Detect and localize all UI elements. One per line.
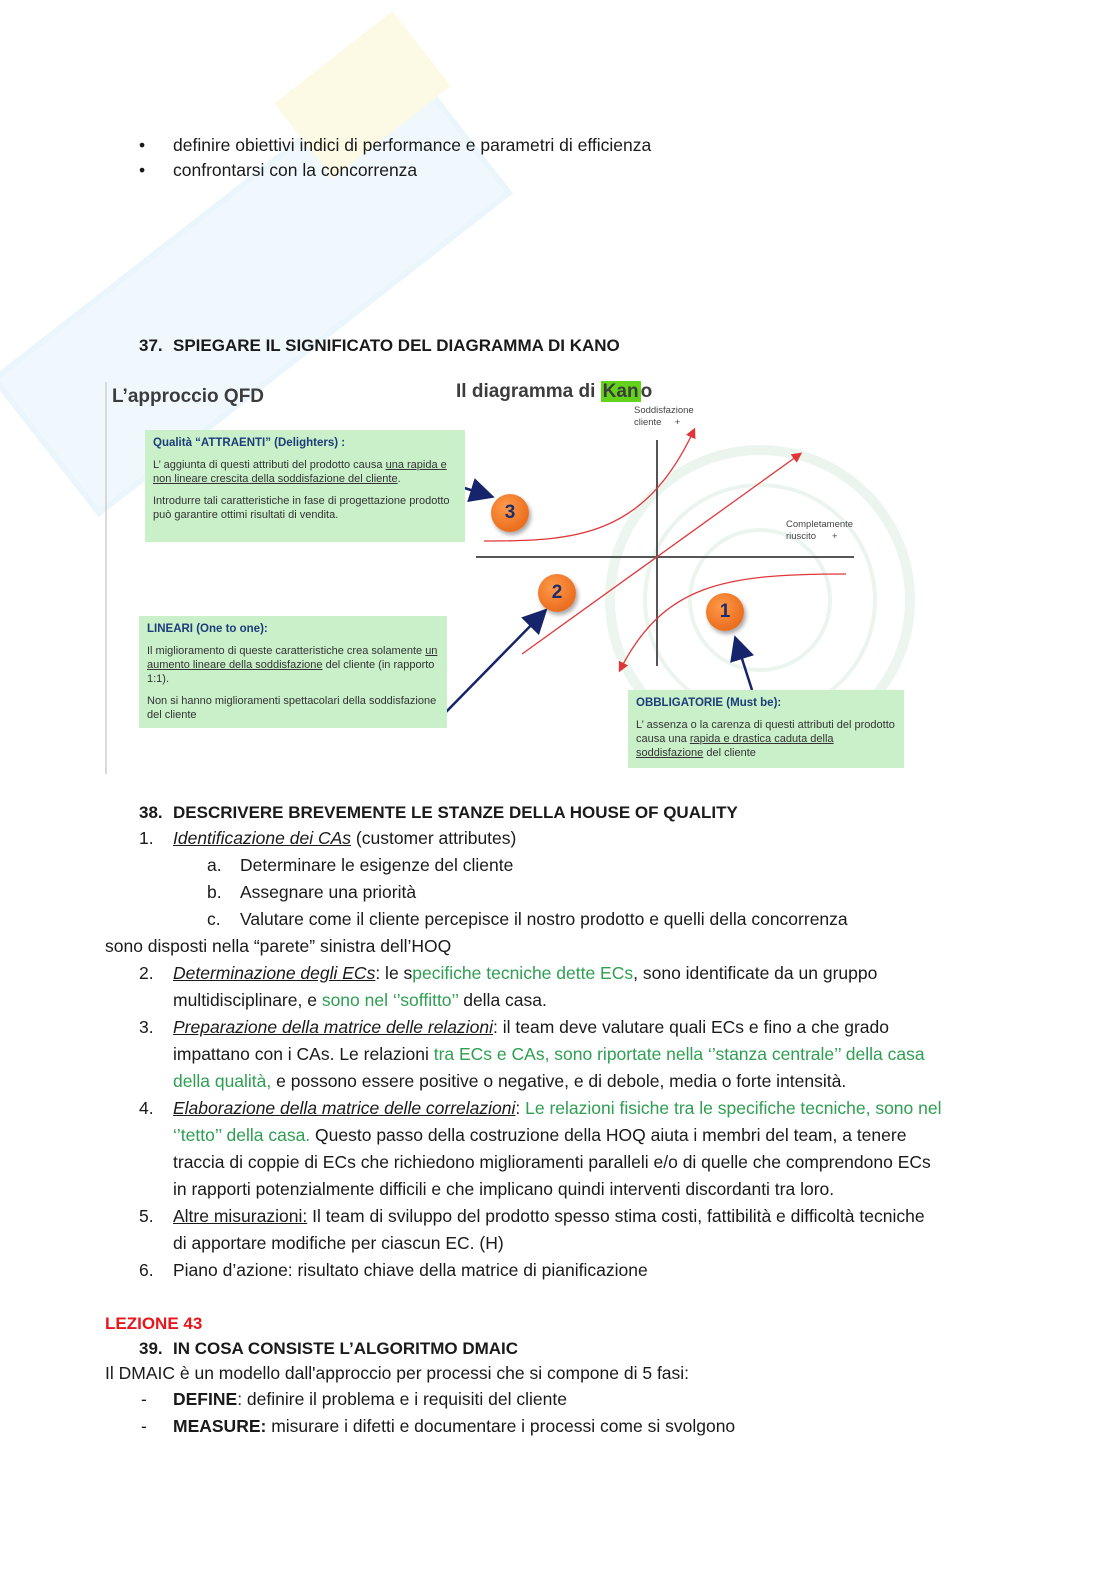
marker-2: 2 xyxy=(538,574,576,612)
obbligatorie-title: OBBLIGATORIE (Must be): xyxy=(636,697,782,709)
list-number: 4. xyxy=(139,1098,154,1118)
sub-item: Determinare le esigenze del cliente xyxy=(240,855,514,875)
list-item-2: Determinazione degli ECs: le specifiche tecniche dette ECs, sono identificate da un gruppo xyxy=(173,963,878,983)
list-number: 5. xyxy=(139,1206,154,1226)
sub-letter: c. xyxy=(207,909,221,929)
q37-title: SPIEGARE IL SIGNIFICATO DEL DIAGRAMMA DI KANO xyxy=(173,336,620,355)
list-item-5: Altre misurazioni: Il team di sviluppo del prodotto spesso stima costi, fattibilità e difficoltà tecniche xyxy=(173,1206,925,1226)
measure-item: MEASURE: misurare i difetti e documentare i processi come si svolgono xyxy=(173,1416,736,1436)
lesson-heading: LEZIONE 43 xyxy=(105,1314,203,1333)
obbligatorie-text: L’ assenza o la carenza di questi attributi del prodotto causa una rapida e drastica caduta della soddisfazione del cliente xyxy=(636,719,895,759)
lineari-title: LINEARI (One to one): xyxy=(147,623,268,635)
bullet-item: • definire obiettivi indici di performance e parametri di efficienza xyxy=(173,134,651,156)
q39-number: 39. xyxy=(139,1339,163,1358)
list-item-2-cont: multidisciplinare, e sono nel ‘’soffitto’’ della casa. xyxy=(173,990,547,1010)
define-item: DEFINE: definire il problema e i requisiti del cliente xyxy=(173,1389,567,1409)
sub-item: Valutare come il cliente percepisce il nostro prodotto e quelli della concorrenza xyxy=(240,909,848,929)
kano-diagram-figure xyxy=(104,378,904,774)
arrow-1 xyxy=(736,640,752,690)
list-item-5-cont: di apportare modifiche per ciascun EC. (H) xyxy=(173,1233,504,1253)
bullet-item: • confrontarsi con la concorrenza xyxy=(173,159,417,181)
marker-3: 3 xyxy=(491,494,529,532)
list-item-3-cont: impattano con i CAs. Le relazioni tra ECs e CAs, sono riportate nella ‘’stanza centrale’’ della casa xyxy=(173,1044,925,1064)
dash: - xyxy=(141,1416,147,1436)
q39-intro: Il DMAIC è un modello dall'approccio per processi che si compone di 5 fasi: xyxy=(105,1363,690,1383)
lineari-text-2: Non si hanno miglioramenti spettacolari della soddisfazione del cliente xyxy=(147,695,437,721)
q38-title: DESCRIVERE BREVEMENTE LE STANZE DELLA HOUSE OF QUALITY xyxy=(173,803,738,822)
list-number: 3. xyxy=(139,1017,154,1037)
arrow-2 xyxy=(446,612,544,712)
list-item-1: Identificazione dei CAs (customer attributes) xyxy=(173,828,517,848)
lineari-text-1: Il miglioramento di queste caratteristiche crea solamente un aumento lineare della soddisfazione del cliente (in rapporto 1:1). xyxy=(147,645,438,685)
q37-number: 37. xyxy=(139,336,163,355)
attraenti-box xyxy=(145,430,465,542)
list-item-4-cont: in rapporti potenzialmente difficili e che implicano quindi interventi discordanti tra loro. xyxy=(173,1179,835,1199)
obbligatorie-box xyxy=(628,690,904,768)
list-item-4-cont: traccia di coppie di ECs che richiedono miglioramenti paralleli e/o di quelle che comprendono ECs xyxy=(173,1152,931,1172)
kano-title: Il diagramma di Kan o xyxy=(456,381,653,402)
list-item-3-cont: della qualità, e possono essere positive o negative, e di debole, media o forte intensità. xyxy=(173,1071,847,1091)
attraenti-title: Qualità “ATTRAENTI” (Delighters) : xyxy=(153,437,346,449)
qfd-title: L’approccio QFD xyxy=(112,386,265,407)
sub-letter: b. xyxy=(207,882,222,902)
list-number: 2. xyxy=(139,963,154,983)
lineari-box xyxy=(139,616,447,728)
attraenti-text-1: L’ aggiunta di questi attributi del prodotto causa una rapida e non lineare crescita della soddisfazione del cliente. xyxy=(153,459,447,485)
attraenti-text-2: Introdurre tali caratteristiche in fase di progettazione prodotto può garantire ottimi risultati di vendita. xyxy=(153,495,450,521)
sub-letter: a. xyxy=(207,855,222,875)
sub-item: Assegnare una priorità xyxy=(240,882,417,902)
dash: - xyxy=(141,1389,147,1409)
list-item-6: Piano d’azione: risultato chiave della matrice di pianificazione xyxy=(173,1260,648,1280)
list-item-4-cont: ‘’tetto’’ della casa. Questo passo della costruzione della HOQ aiuta i membri del team, a tenere xyxy=(173,1125,907,1145)
q39-title: IN COSA CONSISTE L’ALGORITMO DMAIC xyxy=(173,1339,519,1358)
list-number: 6. xyxy=(139,1260,154,1280)
x-axis-label: Completamente riuscito + xyxy=(786,519,854,542)
list-item-3: Preparazione della matrice delle relazioni: il team deve valutare quali ECs e fino a che grado xyxy=(173,1017,889,1037)
list-number: 1. xyxy=(139,828,154,848)
q38-number: 38. xyxy=(139,803,163,822)
list-item-4: Elaborazione della matrice delle correlazioni: Le relazioni fisiche tra le specifiche tecniche, sono nel xyxy=(173,1098,942,1118)
paragraph: sono disposti nella “parete” sinistra dell’HOQ xyxy=(105,936,452,956)
marker-1: 1 xyxy=(706,593,744,631)
y-axis-label: Soddisfazione cliente + xyxy=(634,405,694,428)
